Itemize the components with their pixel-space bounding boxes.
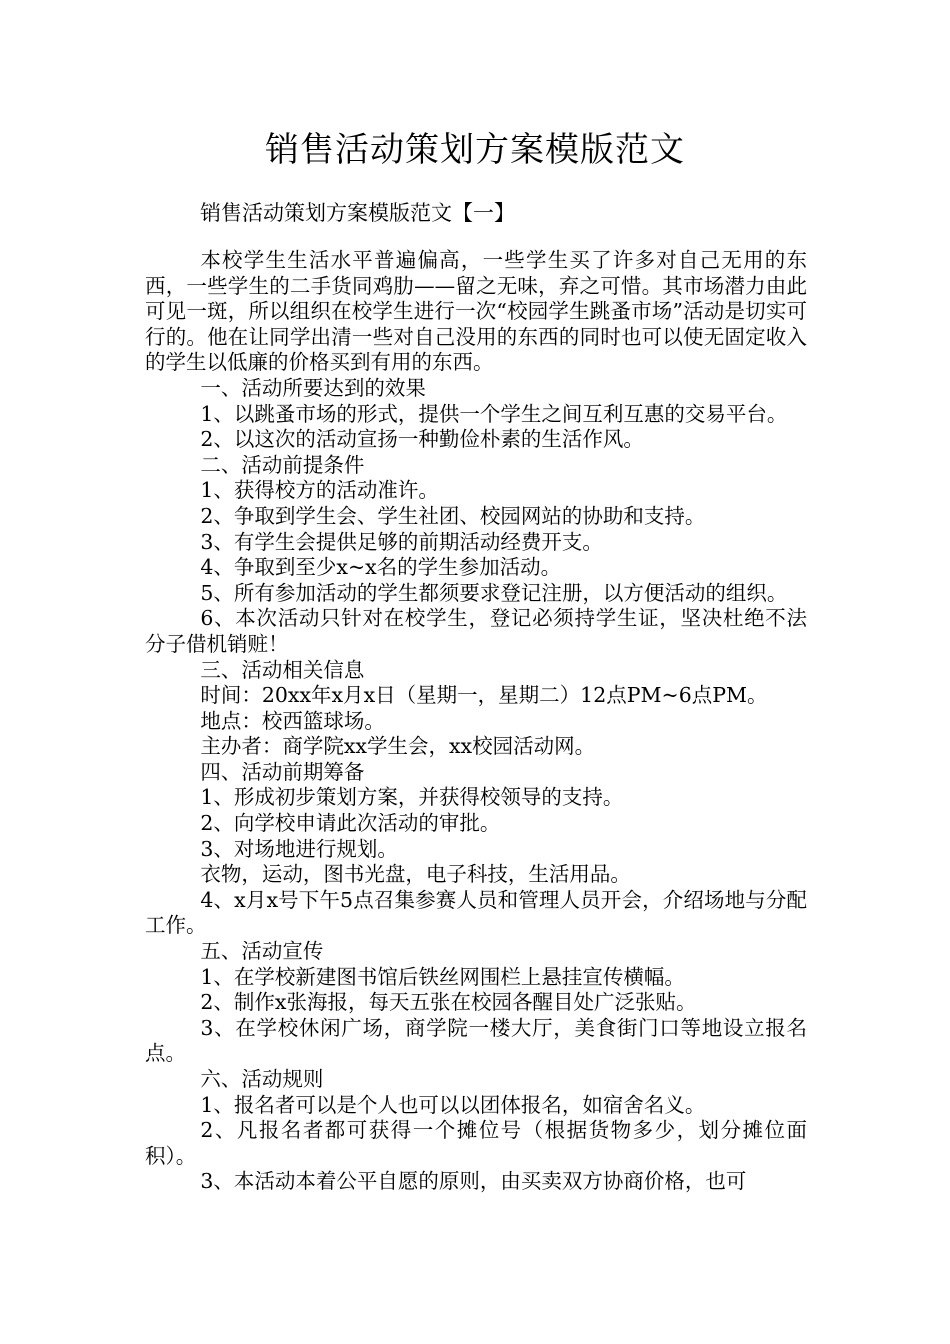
paragraph: 1、在学校新建图书馆后铁丝网围栏上悬挂宣传横幅。: [200, 964, 685, 989]
paragraph-intro: 本校学生生活水平普遍偏高，一些学生买了许多对自己无用的东西，一些学生的二手货同鸡肋——留之无味，弃之可惜。其市场潜力由此可见一斑，所以组织在校学生进行一次“校园学生跳蚤市场”活动是切实可行的。他在让同学出清一些对自己没用的东西的同时也可以使无固定收入的学生以低廉的价格买到有用的东西。: [145, 248, 807, 375]
paragraph: 6、本次活动只针对在校学生，登记必须持学生证，坚决杜绝不法分子借机销赃！: [145, 606, 807, 656]
paragraph: 地点：校西篮球场。: [200, 708, 385, 733]
paragraph: 2、争取到学生会、学生社团、校园网站的协助和支持。: [200, 503, 706, 528]
section-heading: 六、活动规则: [200, 1067, 324, 1091]
paragraph: 3、在学校休闲广场，商学院一楼大厅，美食街门口等地设立报名点。: [145, 1015, 807, 1066]
paragraph: 2、制作x张海报，每天五张在校园各醒目处广泛张贴。: [200, 990, 697, 1015]
section-heading: 四、活动前期筹备: [200, 759, 365, 784]
paragraph: 5、所有参加活动的学生都须要求登记注册，以方便活动的组织。: [200, 580, 788, 605]
paragraph: 3、对场地进行规划。: [200, 836, 398, 861]
document-body: [145, 248, 807, 1195]
paragraph: 1、以跳蚤市场的形式，提供一个学生之间互利互惠的交易平台。: [200, 401, 788, 426]
paragraph: 3、有学生会提供足够的前期活动经费开支。: [200, 529, 603, 554]
document-title: 销售活动策划方案模版范文: [265, 130, 685, 170]
paragraph: 1、形成初步策划方案，并获得校领导的支持。: [200, 785, 624, 810]
paragraph: 3、本活动本着公平自愿的原则，由买卖双方协商价格，也可: [200, 1169, 747, 1194]
section-heading: 二、活动前提条件: [200, 452, 365, 477]
section-heading: 三、活动相关信息: [200, 657, 365, 682]
paragraph: 2、以这次的活动宣扬一种勤俭朴素的生活作风。: [200, 427, 644, 452]
section-heading: 五、活动宣传: [200, 939, 324, 964]
paragraph: 2、向学校申请此次活动的审批。: [200, 811, 501, 836]
paragraph: 1、报名者可以是个人也可以以团体报名，如宿舍名义。: [200, 1092, 706, 1117]
paragraph: 4、x月x号下午5点召集参赛人员和管理人员开会，介绍场地与分配工作。: [145, 887, 807, 938]
paragraph: 1、获得校方的活动准许。: [200, 478, 439, 503]
paragraph: 衣物，运动，图书光盘，电子科技，生活用品。: [200, 862, 631, 887]
paragraph: 2、凡报名者都可获得一个摊位号（根据货物多少，划分摊位面积）。: [145, 1118, 807, 1168]
paragraph: 4、争取到至少x~x名的学生参加活动。: [200, 555, 562, 580]
paragraph: 时间：20xx年x月x日（星期一，星期二）12点PM~6点PM。: [200, 683, 768, 708]
paragraph: 主办者：商学院xx学生会，xx校园活动网。: [200, 734, 596, 759]
document-subtitle: 销售活动策划方案模版范文【一】: [200, 201, 515, 225]
section-heading: 一、活动所要达到的效果: [200, 375, 426, 400]
